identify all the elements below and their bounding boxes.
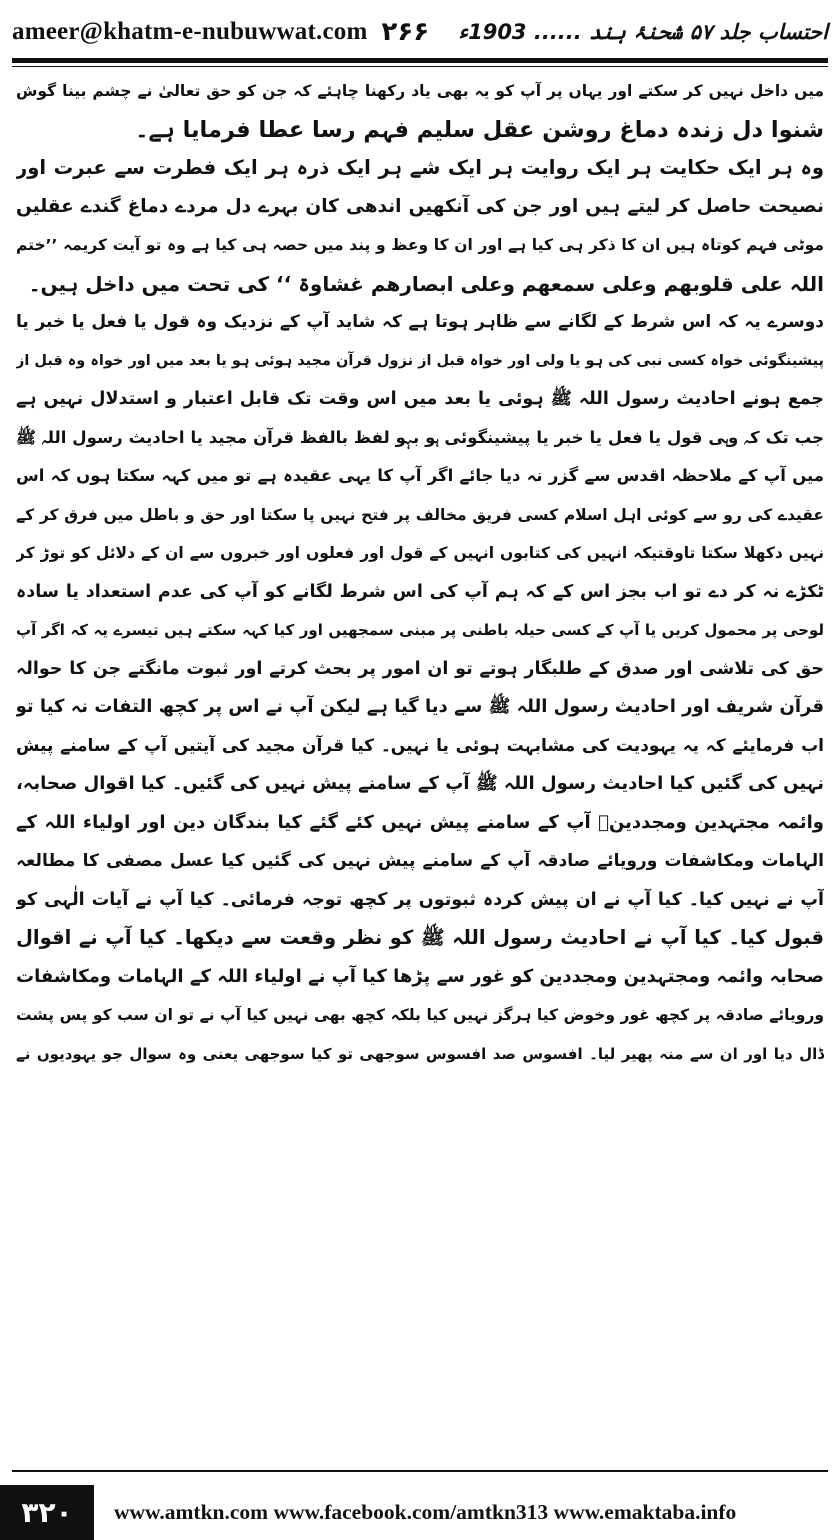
text-line: میں آپ کے ملاحظہ اقدس سے گزر نہ دیا جائے اگر آپ کا یہی عقیدہ ہے تو میں کہہ سکتا ہوں کہ اس xyxy=(16,466,824,485)
footer-rule xyxy=(12,1470,828,1472)
text-line: ورویائے صادقہ پر کچھ غور وخوض کیا ہرگز نہیں کیا بلکہ کچھ بھی نہیں کیا آپ نے تو ان سب کو پس پشت xyxy=(16,1006,824,1024)
text-line: نہیں کی گئیں کیا احادیث رسول اللہ ﷺ آپ کے سامنے پیش نہیں کی گئیں۔ کیا اقوال صحابہ، xyxy=(16,773,824,794)
running-title: احتساب جلد ۵۷ شحنۂ ہند ...... 1903ء xyxy=(458,20,828,44)
text-line: اللہ علی قلوبھم وعلی سمعھم وعلی ابصارھم غشاوۃ ‘‘ کی تحت میں داخل ہیں۔ xyxy=(28,271,824,296)
text-line: حق کی تلاشی اور صدق کے طلبگار ہوتے تو ان امور پر بحث کرتے اور ثبوت مانگتے جن کا حوالہ xyxy=(16,658,824,679)
text-line: صحابہ وائمہ ومجتہدین ومجددین کو غور سے پڑھا کیا آپ نے اولیاء اللہ کے الہامات ومکاشفات xyxy=(16,965,824,987)
text-line: دوسرے یہ کہ اس شرط کے لگانے سے ظاہر ہوتا ہے کہ شاید آپ کے نزدیک وہ قول یا فعل یا خبر یا xyxy=(16,312,824,332)
text-line: ڈال دیا اور ان سے منہ پھیر لیا۔ افسوس صد افسوس سوجھی تو کیا سوجھی یعنی وہ سوال جو یہودیوں نے xyxy=(16,1044,824,1063)
footer-page-number: ۳۲۰ xyxy=(0,1485,94,1540)
text-line: لوحی پر محمول کریں یا آپ کے کسی حیلہ باطنی پر مبنی سمجھیں اور کیا کہہ سکتے ہیں تیسرے یہ کہ اگر آپ xyxy=(16,621,824,639)
text-line: عقیدے کی رو سے کوئی اہل اسلام کسی فریق مخالف پر فتح نہیں پا سکتا اور حق و باطل میں فرق کر کے xyxy=(16,505,824,524)
body-text xyxy=(16,72,824,1457)
header-rule-thick xyxy=(12,58,828,63)
text-line: جمع ہونے احادیث رسول اللہ ﷺ ہوئی یا بعد میں اس وقت تک قابل اعتبار و استدلال نہیں ہے xyxy=(16,389,824,409)
text-line: الہامات ومکاشفات ورویائے صادقہ آپ کے سامنے پیش نہیں کی گئیں کیا عسل مصفی کا مطالعہ xyxy=(16,851,824,871)
footer-urls[interactable]: www.amtkn.com www.facebook.com/amtkn313 www.emaktaba.info xyxy=(114,1500,737,1524)
text-line: وائمہ مجتہدین ومجددینؒ آپ کے سامنے پیش نہیں کئے گئے کیا بندگان دین اور اولیاء اللہ کے xyxy=(16,811,824,833)
text-line: اب فرمایئے کہ یہ یہودیت کی مشابہت ہوئی یا نہیں۔ کیا قرآن مجید کی آیتیں آپ کے سامنے پیش xyxy=(16,735,824,756)
text-line: جب تک کہ وہی قول یا فعل یا خبر یا پیشینگوئی ہو بہو لفظ بالفظ قرآن مجید یا احادیث رسول اللہ ﷺ xyxy=(16,427,824,447)
page-header xyxy=(12,12,828,52)
text-line: نصیحت حاصل کر لیتے ہیں اور جن کی آنکھیں اندھی کان بہرے دل مردے دماغ گندے عقلیں xyxy=(16,195,824,217)
text-line: میں داخل نہیں کر سکتے اور یہاں پر آپ کو یہ بھی یاد رکھنا چاہئے کہ جن کو حق تعالیٰ نے چشم بینا گوش xyxy=(16,82,824,100)
text-line: قبول کیا۔ کیا آپ نے احادیث رسول اللہ ﷺ کو نظر وقعت سے دیکھا۔ کیا آپ نے اقوال xyxy=(16,926,824,949)
header-email[interactable]: ameer@khatm-e-nubuwwat.com xyxy=(12,18,368,45)
header-left-group xyxy=(12,17,429,47)
text-line: وہ ہر ایک حکایت ہر ایک روایت ہر ایک شے ہر ایک ذرہ ہر ایک فطرت سے عبرت اور xyxy=(16,156,824,179)
text-line: نہیں دکھلا سکتا تاوقتیکہ انہیں کی کتابوں انہیں کے قول اور فعلوں اور خبروں سے ان کے دلائل کو توڑ کر xyxy=(16,544,824,562)
header-rule-thin xyxy=(12,66,828,67)
text-line: شنوا دل زندہ دماغ روشن عقل سلیم فہم رسا عطا فرمایا ہے۔ xyxy=(135,116,824,143)
page-footer xyxy=(0,1485,840,1540)
text-line: قرآن شریف اور احادیث رسول اللہ ﷺ سے دیا گیا ہے لیکن آپ نے اس پر کچھ التفات نہ کیا تو xyxy=(16,696,824,717)
text-line: ٹکڑے نہ کر دے تو اب بجز اس کے کہ ہم آپ کی اس شرط لگانے کو آپ کی عدم استعداد یا سادہ xyxy=(16,581,824,602)
text-line: موٹی فہم کوتاہ ہیں ان کا ذکر ہی کیا ہے اور ان کا وعظ و پند میں حصہ ہی کیا ہے وہ تو آیت کریمہ ’’ختم xyxy=(16,236,824,254)
text-line: پیشینگوئی خواہ کسی نبی کی ہو یا ولی اور خواہ قبل از نزول قرآن مجید ہوئی ہو یا بعد میں اور خواہ وہ قبل از xyxy=(16,352,824,369)
header-page-number: ۲۶۶ xyxy=(381,17,430,47)
text-line: آپ نے نہیں کیا۔ کیا آپ نے ان پیش کردہ ثبوتوں پر کچھ توجہ فرمائی۔ کیا آپ نے آیات الٰہی کو xyxy=(16,889,824,910)
